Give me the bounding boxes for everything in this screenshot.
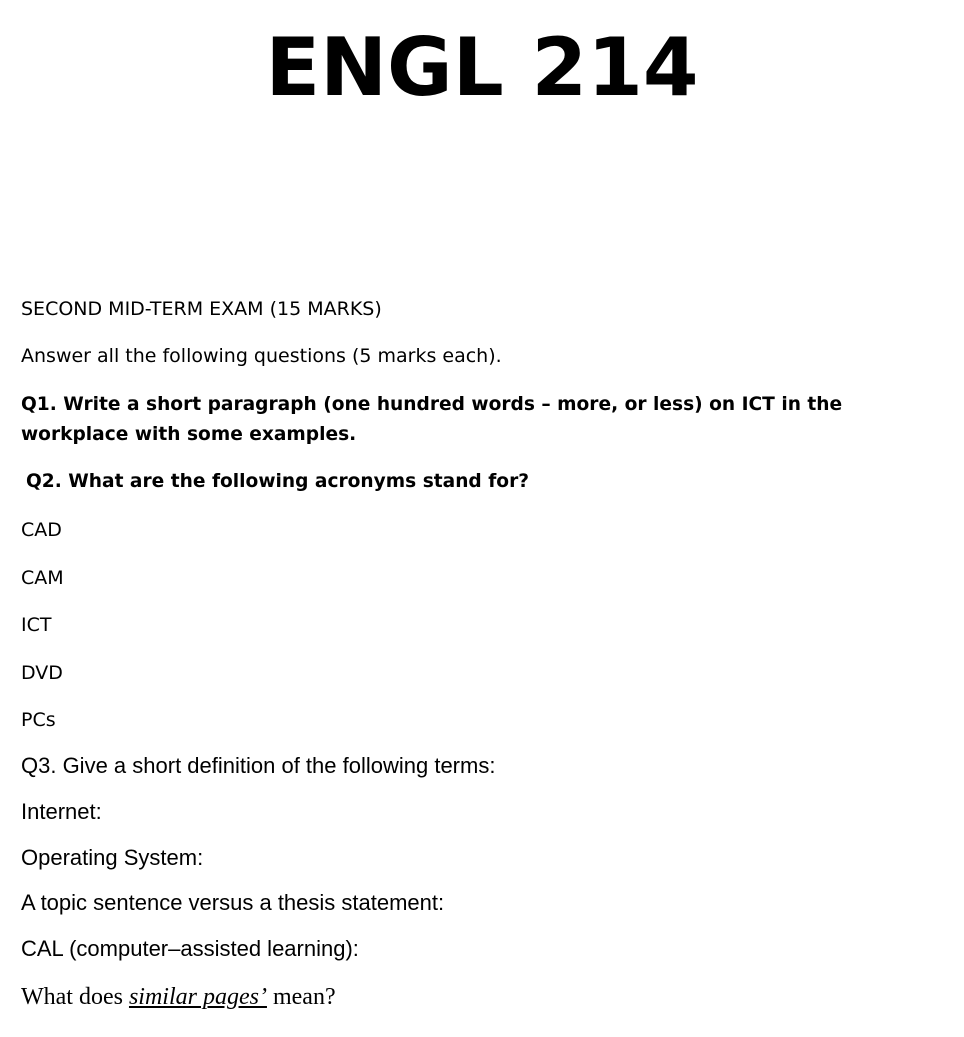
acronym-item: CAM bbox=[21, 567, 64, 589]
exam-heading: SECOND MID-TERM EXAM (15 MARKS) bbox=[21, 298, 382, 320]
final-question bbox=[21, 982, 336, 1012]
acronym-item: DVD bbox=[21, 662, 63, 684]
acronym-item: CAD bbox=[21, 519, 62, 541]
acronym-item: PCs bbox=[21, 709, 56, 731]
acronym-item: ICT bbox=[21, 614, 52, 636]
final-question-tail: mean? bbox=[266, 984, 336, 1010]
question-1: Q1. Write a short paragraph (one hundred words – more, or less) on ICT in the workplace with some examples. bbox=[21, 394, 843, 445]
question-2-prompt: Q2. What are the following acronyms stand for? bbox=[26, 471, 530, 492]
similar-pages-term: similar pages’ bbox=[128, 984, 267, 1010]
term-item: Operating System: bbox=[21, 845, 204, 870]
instructions: Answer all the following questions (5 marks each). bbox=[21, 345, 502, 367]
term-item: A topic sentence versus a thesis statement: bbox=[21, 890, 445, 915]
final-question-lead: What does bbox=[21, 984, 129, 1010]
term-item: CAL (computer–assisted learning): bbox=[21, 936, 359, 961]
term-item: Internet: bbox=[21, 799, 102, 824]
question-3-prompt: Q3. Give a short definition of the following terms: bbox=[21, 753, 496, 778]
course-title: ENGL 214 bbox=[265, 21, 699, 114]
